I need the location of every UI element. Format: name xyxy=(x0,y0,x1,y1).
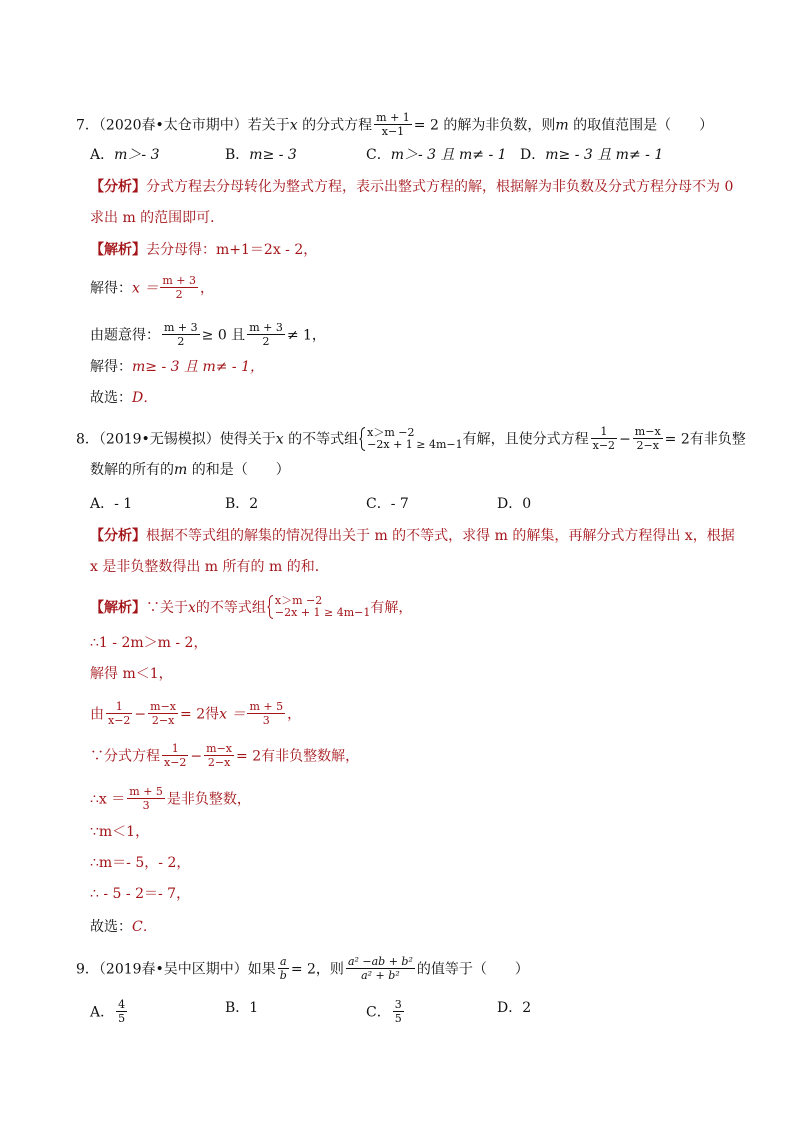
q7-choice-b[interactable]: B．m≥ - 3 xyxy=(225,147,297,163)
q8-choice-b[interactable]: B．2 xyxy=(225,496,259,512)
q8-stem-line1: 8．（2019•无锡模拟）使得关于x 的不等式组 x＞m −2 −2x + 1 ≥ 4m−1 有解，且使分式方程 $\frac{1}{x-2}$ − $\frac{m-x}{2-x}$ = 2有非负整 xyxy=(76,425,746,452)
q9-choice-d[interactable]: D．2 xyxy=(497,1000,532,1016)
q8-solution-inequality-system: x＞m −2 −2x + 1 ≥ 4m−1 xyxy=(267,595,370,619)
q7-condition-fraction-1: $\frac{m + 3}{2}$ xyxy=(164,321,198,348)
q8-stem-line2: 数解的所有的m 的和是（ ） xyxy=(90,462,290,478)
q7-solution-line3: 由题意得： $\frac{m + 3}{2}$ ≥ 0 且 $\frac{m + 3}{2}$ ≠ 1， xyxy=(90,321,326,348)
q7-analysis-line2: 求出 m 的范围即可． xyxy=(90,210,225,226)
q9-stem: 9．（2019春•吴中区期中）如果 $\frac{a}{b}$ = 2，则 $\frac{\text{a² −ab + b²}}{\text{a² + b²}}$ 的值等于（ ） xyxy=(76,955,529,982)
q8-s4-fraction-2: $\frac{m-x}{2-x}$ xyxy=(150,700,177,727)
q8-choice-d[interactable]: D．0 xyxy=(497,496,532,512)
q8-solution-line4: 由 $\frac{1}{x-2}$ − $\frac{m-x}{2-x}$ = 2得x ＝ $\frac{m + 5}{3}$ ， xyxy=(90,700,302,727)
q8-solution-line3: 解得 m＜1， xyxy=(90,666,173,682)
q9-choice-c[interactable]: C． $\frac{3}{5}$ xyxy=(366,998,402,1025)
q7-choice-a[interactable]: A．m＞- 3 xyxy=(90,147,160,163)
q8-s6-fraction: $\frac{m + 5}{3}$ xyxy=(129,785,163,812)
q8-choice-c[interactable]: C．- 7 xyxy=(366,496,409,512)
q8-fraction-1: $\frac{1}{x-2}$ xyxy=(592,425,616,452)
q9-fraction-ab: $\frac{a}{b}$ xyxy=(279,955,287,982)
q7-choice-c[interactable]: C．m＞- 3 且 m≠ - 1 xyxy=(366,147,507,163)
q9-choice-c-fraction: $\frac{3}{5}$ xyxy=(394,998,402,1025)
q8-solution-line2: ∴1 - 2m＞m - 2， xyxy=(90,635,208,651)
q8-analysis-line1: 【分析】根据不等式组的解集的情况得出关于 m 的不等式，求得 m 的解集，再解分式方程得出 x，根据 xyxy=(90,528,735,544)
q8-inequality-system: x＞m −2 −2x + 1 ≥ 4m−1 xyxy=(359,427,462,451)
q8-s4-fraction-1: $\frac{1}{x-2}$ xyxy=(108,700,131,727)
q9-fraction-expression: $\frac{\text{a² −ab + b²}}{\text{a² + b²}}$ xyxy=(347,955,413,982)
q7-analysis-line1: 【分析】分式方程去分母转化为整式方程，表示出整式方程的解，根据解为非负数及分式方程分母不为 0 xyxy=(90,179,734,195)
q8-analysis-line2: x 是非负整数得出 m 所有的 m 的和． xyxy=(90,559,329,575)
q7-solution-fraction: $\frac{m + 3}{2}$ xyxy=(162,274,196,301)
q8-solution-line1: 【解析】∵关于x的不等式组 x＞m −2 −2x + 1 ≥ 4m−1 有解， xyxy=(90,594,413,619)
q7-solution-line2: 解得：x ＝ $\frac{m + 3}{2}$ ， xyxy=(90,274,214,301)
q8-choice-a[interactable]: A．- 1 xyxy=(90,496,133,512)
q8-s5-fraction-2: $\frac{m-x}{2-x}$ xyxy=(206,742,233,769)
q7-equation-fraction: $\frac{m + 1}{x-1}$ xyxy=(376,111,410,138)
q7-solution-line4: 解得：m≥ - 3 且 m≠ - 1， xyxy=(90,359,264,375)
q8-solution-line9: ∴ - 5 - 2＝- 7， xyxy=(90,886,191,902)
q9-choice-b[interactable]: B．1 xyxy=(225,1000,259,1016)
q7-choice-d[interactable]: D．m≥ - 3 且 m≠ - 1 xyxy=(520,147,664,163)
q9-choice-a-fraction: $\frac{4}{5}$ xyxy=(118,998,126,1025)
left-brace-icon xyxy=(359,427,366,451)
q7-solution-line1: 【解析】去分母得：m+1＝2x - 2， xyxy=(90,242,318,258)
q8-solution-line7: ∵m＜1， xyxy=(90,824,150,840)
q8-s5-fraction-1: $\frac{1}{x-2}$ xyxy=(164,742,187,769)
left-brace-icon xyxy=(267,595,274,619)
q9-choice-a[interactable]: A． $\frac{4}{5}$ xyxy=(90,998,126,1025)
q8-fraction-2: $\frac{m-x}{2-x}$ xyxy=(634,425,661,452)
q7-stem: 7．（2020春•太仓市期中）若关于x 的分式方程 $\frac{m + 1}{x-1}$ = 2 的解为非负数，则m 的取值范围是（ ） xyxy=(76,111,714,138)
q8-solution-line5: ∵分式方程 $\frac{1}{x-2}$ − $\frac{m-x}{2-x}$ = 2有非负整数解， xyxy=(90,742,360,769)
q7-solution-line5: 故选：D． xyxy=(90,390,158,406)
q8-s4-fraction-3: $\frac{m + 5}{3}$ xyxy=(249,700,284,727)
q8-solution-line10: 故选：C． xyxy=(90,919,157,935)
q8-solution-line6: ∴x ＝ $\frac{m + 5}{3}$ 是非负整数， xyxy=(90,785,251,812)
q8-solution-line8: ∴m＝- 5，- 2， xyxy=(90,855,191,871)
q7-condition-fraction-2: $\frac{m + 3}{2}$ xyxy=(249,321,283,348)
